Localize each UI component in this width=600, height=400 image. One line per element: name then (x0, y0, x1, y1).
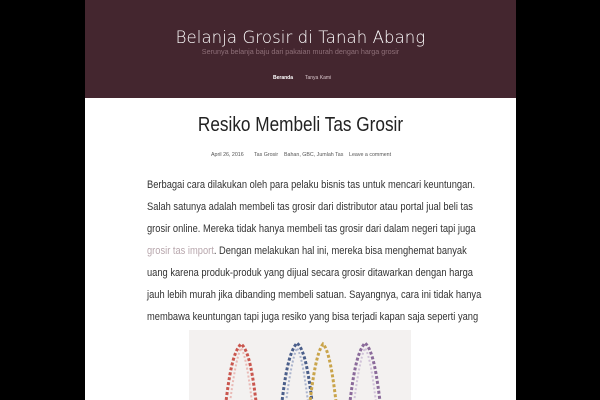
paragraph-line: membawa keuntungan tapi juga resiko yang bisa terjadi kapan saja seperti yang (147, 311, 479, 323)
post-title[interactable]: Resiko Membeli Tas Grosir (197, 114, 404, 136)
page-container (85, 0, 516, 400)
purple-strap (349, 343, 381, 400)
site-description: Serunya belanja baju dari pakaian murah dengan harga grosir (201, 47, 400, 56)
paragraph-line: grosir online. Mereka tidak hanya membeli tas grosir dari dalam negeri tapi juga (147, 223, 476, 235)
grosir-tas-import-link[interactable]: grosir tas import (147, 245, 214, 257)
blue-strap-inner (285, 348, 309, 400)
paragraph-line: jauh lebih murah jika dibanding membeli satuan. Sayangnya, cara ini tidak hanya (147, 289, 482, 301)
paragraph-line: Berbagai cara dilakukan oleh para pelaku bisnis tas untuk mencari keuntungan. (147, 179, 476, 191)
post-category-link[interactable]: Tas Grosir (254, 152, 279, 158)
purple-strap-inner (353, 348, 377, 400)
blue-strap (281, 343, 313, 400)
paragraph-line-with-link (147, 240, 467, 262)
nav-item-tanya-kami[interactable]: Tanya Kami (305, 75, 332, 81)
red-strap-inner (229, 348, 253, 400)
bag-straps-illustration (189, 330, 411, 400)
site-title[interactable]: Belanja Grosir di Tanah Abang (175, 28, 426, 47)
paragraph-line: Salah satunya adalah membeli tas grosir dari distributor atau portal jual beli tas (147, 201, 473, 213)
post-image[interactable] (189, 330, 411, 400)
post-date-link[interactable]: April 26, 2016 (211, 152, 244, 158)
nav-item-beranda[interactable]: Beranda (273, 75, 294, 81)
post-content (147, 174, 482, 350)
paragraph-text: . Dengan melakukan hal ini, mereka bisa menghemat banyak (213, 245, 467, 257)
leave-comment-link[interactable]: Leave a comment (349, 152, 392, 158)
paragraph-line: uang karena produk-produk yang dijual secara grosir ditawarkan dengan harga (147, 267, 473, 279)
gold-strap (309, 344, 337, 400)
post-tags-links[interactable]: Bahan, GBC, Jumlah Tas (284, 152, 344, 158)
main-navigation (85, 75, 516, 87)
site-header (85, 0, 516, 98)
red-strap (225, 344, 257, 400)
